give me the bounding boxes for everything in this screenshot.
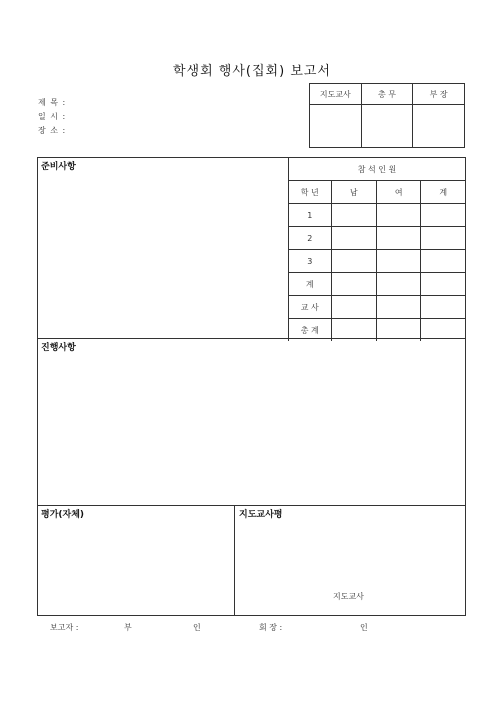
attendance-row-label: 총 계 (289, 319, 332, 342)
attendance-col-grade: 학 년 (289, 181, 332, 204)
approval-sign-chief[interactable] (413, 105, 465, 148)
reporter-seal: 인 (193, 623, 201, 632)
attendance-cell[interactable] (331, 296, 376, 319)
approval-table (309, 83, 465, 148)
evaluation-label: 평가(자체) (41, 510, 85, 520)
place-label: 장 소 : (38, 126, 67, 135)
attendance-cell[interactable] (331, 273, 376, 296)
date-label: 일 시 : (38, 112, 67, 121)
president-seal: 인 (360, 623, 368, 632)
attendance-cell[interactable] (376, 204, 420, 227)
attendance-cell[interactable] (421, 204, 465, 227)
subject-label: 제 목 : (38, 98, 67, 107)
attendance-col-female: 여 (376, 181, 420, 204)
page-title: 학생회 행사(집회) 보고서 (173, 64, 331, 79)
attendance-row-label: 2 (289, 227, 332, 250)
attendance-cell[interactable] (376, 296, 420, 319)
attendance-cell[interactable] (376, 273, 420, 296)
attendance-col-total: 계 (421, 181, 465, 204)
attendance-cell[interactable] (421, 250, 465, 273)
progress-label: 진행사항 (41, 343, 76, 353)
reporter-bu: 부 (124, 623, 132, 632)
attendance-col-male: 남 (331, 181, 376, 204)
attendance-cell[interactable] (331, 204, 376, 227)
advisor-sign-label: 지도교사 (333, 592, 364, 601)
attendance-table (288, 158, 465, 341)
attendance-title: 참 석 인 원 (289, 158, 466, 181)
attendance-cell[interactable] (376, 227, 420, 250)
attendance-row-label: 1 (289, 204, 332, 227)
attendance-row-label: 계 (289, 273, 332, 296)
attendance-cell[interactable] (421, 273, 465, 296)
advisor-review-label: 지도교사평 (239, 510, 283, 520)
attendance-row-label: 3 (289, 250, 332, 273)
attendance-cell[interactable] (376, 250, 420, 273)
progress-section[interactable] (37, 338, 466, 506)
attendance-row-label: 교 사 (289, 296, 332, 319)
evaluation-section[interactable] (37, 505, 235, 616)
approval-header-treasurer: 총 무 (361, 84, 413, 105)
approval-header-chief: 부 장 (413, 84, 465, 105)
attendance-cell[interactable] (331, 227, 376, 250)
president-label: 회 장 : (259, 623, 283, 632)
approval-sign-treasurer[interactable] (361, 105, 413, 148)
attendance-cell[interactable] (421, 227, 465, 250)
attendance-cell[interactable] (421, 296, 465, 319)
preparation-label: 준비사항 (41, 162, 76, 172)
approval-sign-advisor[interactable] (310, 105, 362, 148)
approval-header-advisor: 지도교사 (310, 84, 362, 105)
attendance-cell[interactable] (331, 250, 376, 273)
reporter-label: 보고자 : (50, 623, 79, 632)
